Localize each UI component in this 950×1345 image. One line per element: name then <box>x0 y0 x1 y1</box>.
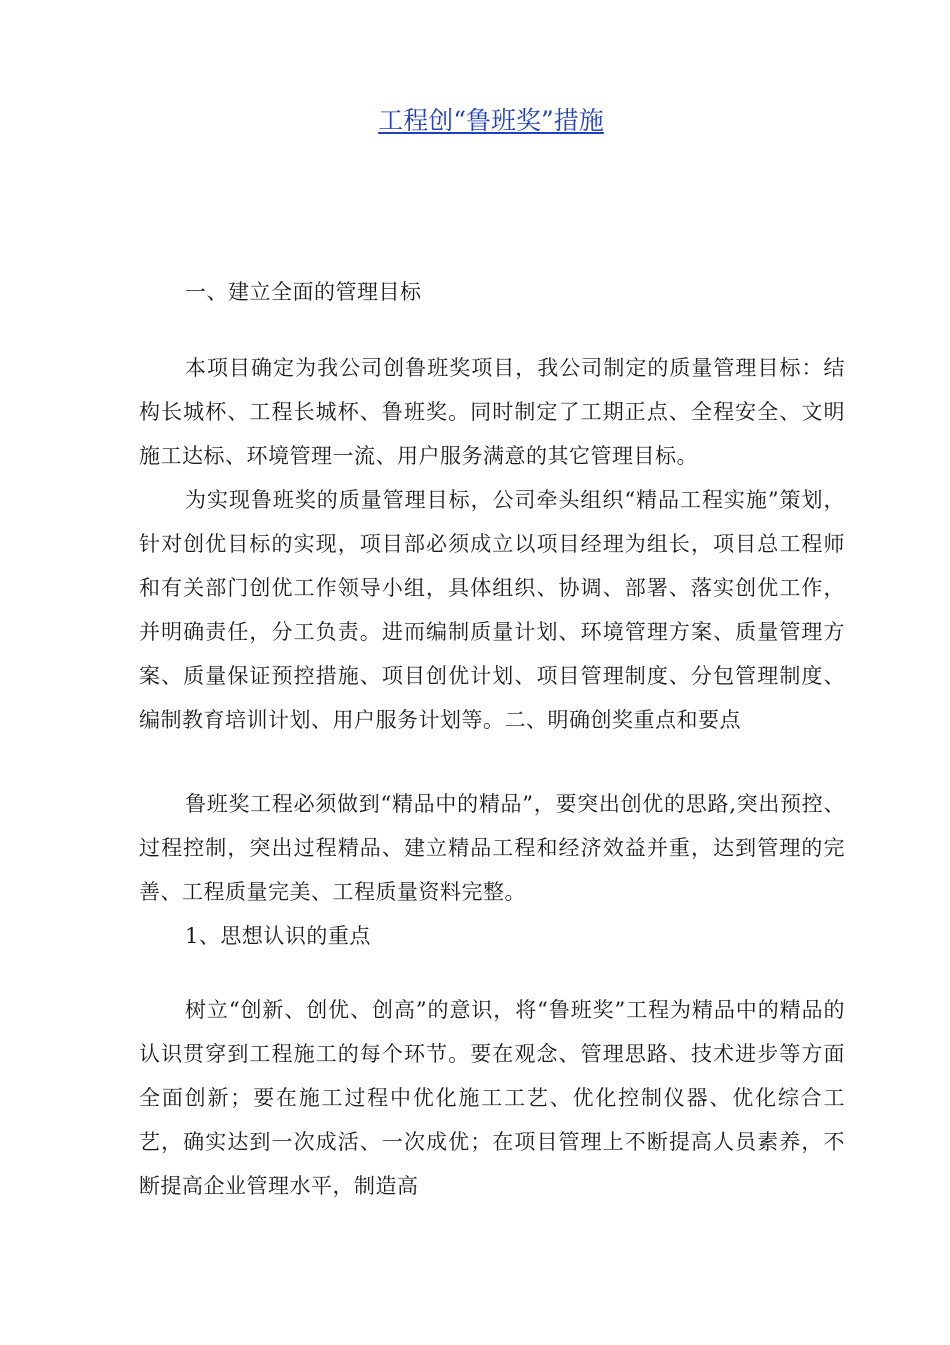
paragraph-1: 本项目确定为我公司创鲁班奖项目，我公司制定的质量管理目标：结构长城杯、工程长城杯、鲁班奖。同时制定了工期正点、全程安全、文明施工达标、环境管理一流、用户服务满意的其它管理目标。 <box>139 356 845 468</box>
paragraph-3: 鲁班奖工程必须做到“精品中的精品”，要突出创优的思路,突出预控、过程控制，突出过程精品、建立精品工程和经济效益并重，达到管理的完善、工程质量完美、工程质量资料完整。 <box>139 792 845 904</box>
subheading-1: 1、思想认识的重点 <box>185 924 371 948</box>
paragraph-4: 树立“创新、创优、创高”的意识，将“鲁班奖”工程为精品中的精品的认识贯穿到工程施工的每个环节。要在观念、管理思路、技术进步等方面全面创新；要在施工过程中优化施工工艺、优化控制仪器、优化综合工艺，确实达到一次成活、一次成优；在项目管理上不断提高人员素养，不断提高企业管理水平，制造高 <box>139 998 845 1198</box>
document-title[interactable]: 工程创“鲁班奖”措施 <box>378 106 604 135</box>
section-heading-1: 一、建立全面的管理目标 <box>185 280 422 304</box>
paragraph-2: 为实现鲁班奖的质量管理目标，公司牵头组织“精品工程实施”策划，针对创优目标的实现，项目部必须成立以项目经理为组长，项目总工程师和有关部门创优工作领导小组，具体组织、协调、部署、落实创优工作，并明确责任，分工负责。进而编制质量计划、环境管理方案、质量管理方案、质量保证预控措施、项目创优计划、项目管理制度、分包管理制度、编制教育培训计划、用户服务计划等。二、明确创奖重点和要点 <box>139 488 845 732</box>
